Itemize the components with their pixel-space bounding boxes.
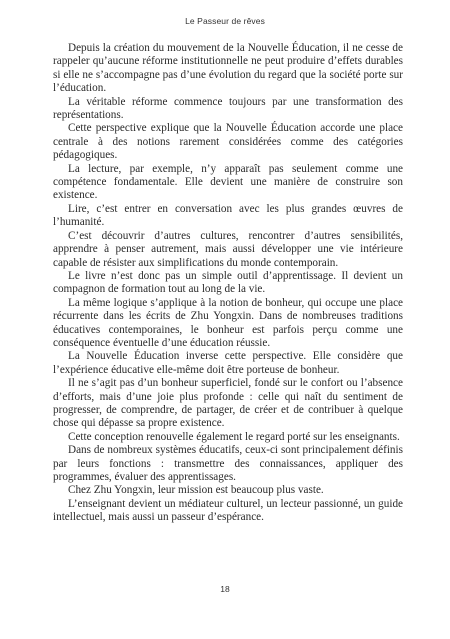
paragraph: Dans de nombreux systèmes éducatifs, ceux-ci sont principalement définis par leurs fonctions : transmettre des connaissances, appliquer des programmes, évaluer des apprentissages. — [53, 444, 403, 483]
paragraph: Le livre n’est donc pas un simple outil d’apprentissage. Il devient un compagnon de formation tout au long de la vie. — [53, 269, 403, 296]
paragraph: La véritable réforme commence toujours par une transformation des représentations. — [53, 95, 403, 122]
paragraph: Depuis la création du mouvement de la Nouvelle Éducation, il ne cesse de rappeler qu’aucune réforme institutionnelle ne peut produire d’effets durables si elle ne s’accompagne pas d’une évolution du regard que la société porte sur l’éducation. — [53, 42, 403, 95]
paragraph: L’enseignant devient un médiateur culturel, un lecteur passionné, un guide intellectuel, mais aussi un passeur d’espérance. — [53, 497, 403, 524]
running-header: Le Passeur de rêves — [185, 16, 265, 26]
paragraph: La lecture, par exemple, n’y apparaît pas seulement comme une compétence fondamentale. Elle devient une manière de construire son existence. — [53, 162, 403, 202]
page-number: 18 — [220, 584, 230, 594]
paragraph: Il ne s’agit pas d’un bonheur superficiel, fondé sur le confort ou l’absence d’efforts, mais d’une joie plus profonde : celle qui naît du sentiment de progresser, de comprendre, de partager, de créer et de contribuer à quelque chose qui dépasse sa propre existence. — [53, 377, 403, 430]
paragraph: La même logique s’applique à la notion de bonheur, qui occupe une place récurrente dans les écrits de Zhu Yongxin. Dans de nombreuses traditions éducatives contemporaines, le bonheur est parfois perçu comme une conséquence éventuelle d’une éducation réussie. — [53, 296, 403, 349]
paragraph: La Nouvelle Éducation inverse cette perspective. Elle considère que l’expérience éducative elle-même doit être porteuse de bonheur. — [53, 350, 403, 376]
paragraph: Lire, c’est entrer en conversation avec les plus grandes œuvres de l’humanité. — [53, 202, 403, 229]
paragraph: Chez Zhu Yongxin, leur mission est beaucoup plus vaste. — [68, 484, 324, 497]
paragraph: C’est découvrir d’autres cultures, rencontrer d’autres sensibilités, apprendre à penser autrement, mais aussi développer une vie intérieure capable de résister aux simplifications du monde contemporain. — [53, 229, 403, 269]
paragraph: Cette perspective explique que la Nouvelle Éducation accorde une place centrale à des notions rarement considérées comme des catégories pédagogiques. — [53, 122, 403, 162]
body-text — [53, 42, 403, 525]
paragraph: Cette conception renouvelle également le regard porté sur les enseignants. — [68, 430, 400, 443]
